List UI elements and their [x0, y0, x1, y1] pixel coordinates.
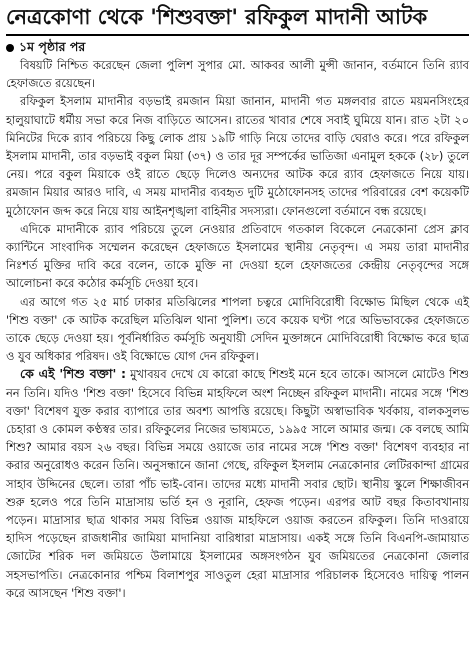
paragraph-profile: [6, 365, 469, 602]
headline-divider: [6, 34, 469, 36]
paragraph: এর আগে গত ২৫ মার্চ ঢাকার মতিঝিলের শাপলা চত্বরে মোদিবিরোধী বিক্ষোভ মিছিল থেকে এই 'শিশু বক্তা' কে আটক করেছিল মতিঝিল থানা পুলিশ। তবে কয়েক ঘণ্টা পরে অভিভাবকের হেফাজতে তাকে ছেড়ে দেওয়া হয়। পূর্বনির্ধারিত কর্মসূচি অনুযায়ী সেদিন মুক্তাঙ্গনে মোদিবিরোধী বিক্ষোভ করে ছাত্র ও যুব অধিকার পরিষদ। ওই বিক্ষোভে যোগ দেন রফিকুল।: [6, 294, 469, 364]
paragraph: বিষয়টি নিশ্চিত করেছেন জেলা পুলিশ সুপার মো. আকবর আলী মুন্সী জানান, বর্তমানে তিনি র‍্যাব হেফাজতে রয়েছেন।: [6, 58, 469, 91]
subheading-who-is: কে এই 'শিশু বক্তা' :: [20, 366, 127, 382]
paragraph: এদিকে মাদানীকে র‍্যাব পরিচয়ে তুলে নেওয়ার প্রতিবাদে গতকাল বিকেলে নেত্রকোনা প্রেস ক্লাব ক্যান্টিনে সাংবাদিক সম্মেলন করেছেন হেফাজতে ইসলামের স্থানীয় নেতৃবৃন্দ। এ সময় তারা মাদানীর নিঃশর্ত মুক্তির দাবি করে বলেন, তাকে মুক্তি না দেওয়া হলে হেফাজতের কেন্দ্রীয় নেতৃবৃন্দের সঙ্গে আলোচনা করে কঠোর কর্মসূচি দেওয়া হবে।: [6, 221, 469, 291]
jump-text: ১ম পৃষ্ঠার পর: [19, 39, 86, 54]
headline: নেত্রকোণা থেকে 'শিশুবক্তা' রফিকুল মাদানী আটক: [6, 5, 428, 29]
paragraph: রফিকুল ইসলাম মাদানীর বড়ভাই রমজান মিয়া জানান, মাদানী গত মঙ্গলবার রাতে ময়মনসিংহের হালুয়াঘাটে ধর্মীয় সভা করে নিজ বাড়িতে আসেন। রাতের খাবার শেষে সবাই ঘুমিয়ে যান। রাত ২টা ২০ মিনিটের দিকে র‍্যাব পরিচয়ে কিছু লোক প্রায় ১৯টি গাড়ি নিয়ে তাদের বাড়ি ঘেরাও করে। পরে রফিকুল ইসলাম মাদানী, তার বড়ভাই বকুল মিয়া (৩৭) ও তার দূর সম্পর্কের ভাতিজা এনামুল হককে (২৮) তুলে নেয়। পরে বকুল মিয়াকে ওই রাতে ছেড়ে দিলেও অন্যদের আটক করে র‍্যাব হেফাজতে নিয়ে যায়। রমজান মিয়ার আরও দাবি, এ সময় মাদানীর ব্যবহৃত দুটি মুঠোফোনসহ তাদের পরিবারের বেশ কয়েকটি মুঠোফোন জব্দ করে নিয়ে যায় আইনশৃঙ্খলা বাহিনীর সদস্যরা। ফোনগুলো বর্তমানে বন্ধ রয়েছে।: [6, 94, 469, 218]
article-body: [6, 56, 469, 602]
continued-from-label: [6, 38, 469, 56]
bullet-icon: [6, 44, 14, 52]
profile-text: মুখাবয়ব দেখে যে কারো কাছে শিশুই মনে হবে তাকে। আসলে মোটেও শিশু নন তিনি। যদিও 'শিশু বক্তা' হিসেবে বিভিন্ন মাহফিলে অংশ নিচ্ছেন রফিকুল মাদানী। নামের সঙ্গে 'শিশু বক্তা' বিশেষণ যুক্ত করার ব্যাপারে তার অবশ্য আপত্তি রয়েছে। কিছুটা অস্বাভাবিক খর্বকায়, বালকসুলভ চেহারা ও কোমল কণ্ঠস্বর তার। রফিকুলের নিজের ভাষ্যমতে, ১৯৯৫ সালে আমার জন্ম। কে বলছে আমি শিশু? আমার বয়স ২৬ বছর। বিভিন্ন সময়ে ওয়াজে তার নামের সঙ্গে 'শিশু বক্তা' বিশেষণ ব্যবহার না করার অনুরোধও করেন তিনি। অনুসন্ধানে জানা গেছে, রফিকুল ইসলাম নেত্রকোনার লেটিরকান্দা গ্রামের সাহাব উদ্দিনের ছেলে। তারা পাঁচ ভাই-বোন। তাদের মধ্যে মাদানী সবার ছোট। স্থানীয় স্কুলে শিক্ষাজীবন শুরু হলেও পরে তিনি মাদ্রাসায় ভর্তি হন ও নূরানি, হেফজ পড়েন। এরপর আট বছর কিতাবখানায় পড়েন। মাদ্রাসার ছাত্র থাকার সময় বিভিন্ন ওয়াজ মাহফিলে ওয়াজ করতেন রফিকুল। তিনি দাওরায়ে হাদিস পড়েছেন রাজধানীর জামিয়া মাদানিয়া বারিধারা মাদ্রাসায়। একই সঙ্গে তিনি বিএনপি-জামায়াত জোটের শরিক দল জমিয়তে উলামায়ে ইসলামের অঙ্গসংগঠন যুব জমিয়তের নেত্রকোনা জেলার সহসভাপতি। নেত্রকোনার পশ্চিম বিলাশপুর সাওতুল হেরা মাদ্রাসার পরিচালক হিসেবেও দায়িত্ব পালন করে আসছেন 'শিশু বক্তা'।: [6, 367, 469, 600]
